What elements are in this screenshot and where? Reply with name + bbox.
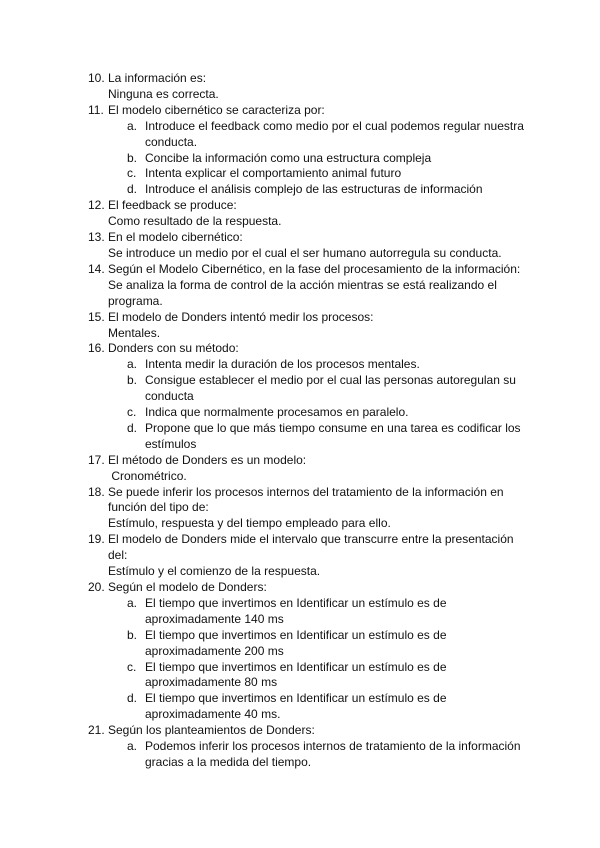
option-item [108, 166, 528, 182]
question-text: En el modelo cibernético: [108, 230, 243, 245]
question-number: 15. [88, 309, 105, 324]
option-letter: a. [127, 357, 138, 372]
question-number: 10. [88, 71, 105, 85]
option-text: Intenta medir la duración de los procesos mentales. [145, 357, 420, 372]
question-item [88, 230, 528, 262]
question-item [88, 198, 528, 230]
question-item [88, 580, 528, 723]
option-item [108, 691, 528, 723]
option-letter: c. [127, 405, 137, 420]
question-answer: Se analiza la forma de control de la acción mientras se está realizando el programa. [108, 277, 501, 308]
option-item [108, 373, 528, 405]
question-number: 17. [88, 452, 105, 467]
question-text: Donders con su método: [108, 341, 239, 356]
document-body [88, 71, 528, 771]
question-number: 11. [88, 102, 104, 117]
option-list [108, 596, 528, 723]
option-text: Consigue establecer el medio por el cual las personas autoregulan su conducta [145, 373, 516, 404]
option-text: Propone que lo que más tiempo consume en una tarea es codificar los estímulos [145, 420, 521, 451]
question-answer: Estímulo y el comienzo de la respuesta. [108, 564, 321, 579]
option-letter: a. [127, 118, 138, 133]
option-letter: a. [127, 595, 138, 610]
option-text: Introduce el feedback como medio por el cual podemos regular nuestra conducta. [145, 118, 524, 149]
option-text: Indica que normalmente procesamos en paralelo. [145, 405, 409, 420]
question-number: 20. [88, 580, 105, 594]
option-text: Podemos inferir los procesos internos de tratamiento de la información gracias a la medida del tiempo. [145, 739, 521, 769]
option-item [108, 739, 528, 771]
question-text: La información es: [108, 71, 207, 85]
option-item [108, 357, 528, 373]
question-item [88, 485, 528, 533]
question-number: 14. [88, 261, 105, 276]
option-text: El tiempo que invertimos en Identificar un estímulo es de aproximadamente 80 ms [145, 659, 447, 690]
question-text: El método de Donders es un modelo: [108, 452, 307, 467]
question-text: Según el modelo de Donders: [108, 580, 267, 594]
option-letter: d. [127, 691, 138, 706]
question-item [88, 262, 528, 310]
option-letter: d. [127, 420, 138, 435]
option-item [108, 596, 528, 628]
question-text: El modelo cibernético se caracteriza por: [108, 102, 325, 117]
question-answer: Ninguna es correcta. [108, 86, 219, 101]
question-text: Según el Modelo Cibernético, en la fase del procesamiento de la información: [108, 261, 521, 276]
question-item [88, 532, 528, 580]
question-item [88, 103, 528, 198]
option-letter: b. [127, 627, 138, 642]
question-answer: Mentales. [108, 325, 161, 340]
option-text: El tiempo que invertimos en Identificar un estímulo es de aproximadamente 140 ms [145, 595, 447, 626]
option-item [108, 628, 528, 660]
question-number: 13. [88, 230, 105, 245]
question-answer: Estímulo, respuesta y del tiempo empleado para ello. [108, 516, 391, 531]
option-item [108, 405, 528, 421]
question-item [88, 341, 528, 452]
question-number: 12. [88, 198, 105, 213]
option-item [108, 421, 528, 453]
question-text: Según los planteamientos de Donders: [108, 723, 315, 738]
question-text: El feedback se produce: [108, 198, 237, 213]
option-letter: c. [127, 166, 137, 181]
option-letter: c. [127, 659, 137, 674]
option-letter: a. [127, 739, 138, 754]
option-letter: d. [127, 182, 138, 197]
question-item [88, 310, 528, 342]
option-item [108, 151, 528, 167]
option-list [108, 739, 528, 771]
option-text: Intenta explicar el comportamiento animal futuro [145, 166, 402, 181]
option-letter: b. [127, 373, 138, 388]
option-item [108, 182, 528, 198]
option-list [108, 119, 528, 199]
question-item [88, 453, 528, 485]
question-text: Se puede inferir los procesos internos del tratamiento de la información en función del tipo de: [108, 484, 504, 515]
option-letter: b. [127, 150, 138, 165]
question-answer: Se introduce un medio por el cual el ser humano autorregula su conducta. [108, 245, 502, 260]
option-text: El tiempo que invertimos en Identificar un estímulo es de aproximadamente 200 ms [145, 627, 447, 658]
option-text: El tiempo que invertimos en Identificar un estímulo es de aproximadamente 40 ms. [145, 691, 447, 722]
question-item [88, 71, 528, 103]
question-item [88, 723, 528, 771]
option-item [108, 119, 528, 151]
question-number: 19. [88, 532, 105, 547]
question-text: El modelo de Donders mide el intervalo que transcurre entre la presentación del: [108, 532, 514, 563]
question-answer: Cronométrico. [108, 468, 187, 483]
question-number: 16. [88, 341, 105, 356]
question-number: 18. [88, 484, 105, 499]
question-answer: Como resultado de la respuesta. [108, 214, 282, 229]
option-list [108, 357, 528, 452]
option-text: Introduce el análisis complejo de las estructuras de información [145, 182, 483, 197]
question-number: 21. [88, 723, 105, 738]
option-text: Concibe la información como una estructura compleja [145, 150, 432, 165]
question-text: El modelo de Donders intentó medir los procesos: [108, 309, 374, 324]
option-item [108, 660, 528, 692]
